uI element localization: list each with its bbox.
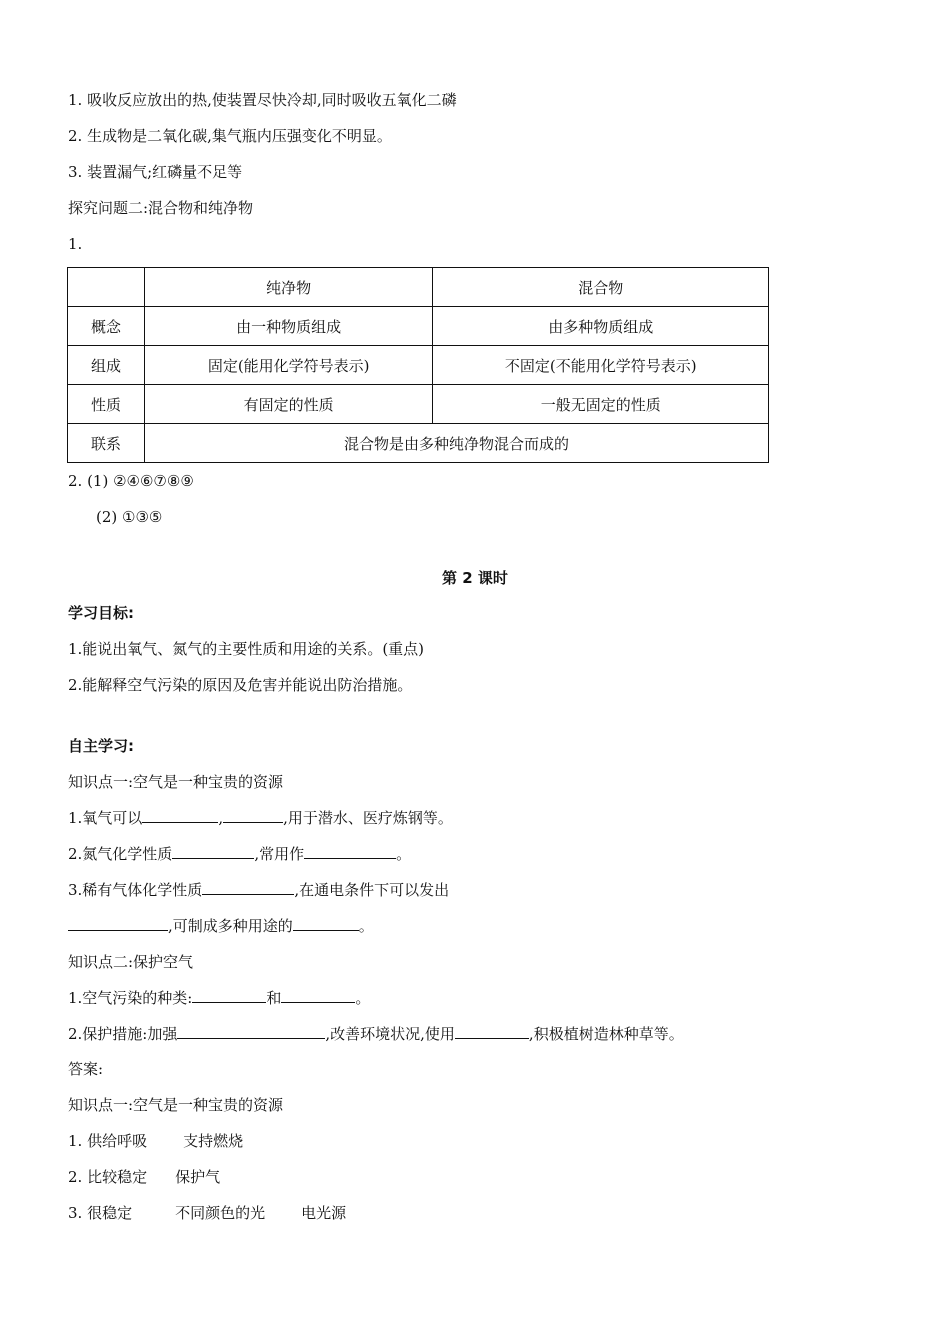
answer-kp1-3 (68, 1203, 346, 1223)
self-study-heading: 自主学习: (68, 737, 134, 755)
answer-blank[interactable] (281, 988, 355, 1003)
table-header-mixture: 混合物 (433, 268, 769, 307)
table-row (68, 385, 769, 424)
row-label: 概念 (68, 307, 145, 346)
q1-text-a: 1.氧气可以 (68, 809, 143, 827)
table-header-row (68, 268, 769, 307)
pure-cell: 有固定的性质 (144, 385, 433, 424)
q4-text-a: 1.空气污染的种类: (68, 989, 193, 1007)
objectives-heading: 学习目标: (68, 604, 134, 622)
q3-text-b: ,在通电条件下可以发出 (294, 881, 450, 899)
table-row (68, 307, 769, 346)
q3b-text-b: 。 (358, 917, 374, 935)
answer-blank[interactable] (172, 844, 254, 859)
answer-line-3: 3. 装置漏气;红磷量不足等 (68, 163, 243, 181)
q4-text-c: 。 (355, 989, 371, 1007)
q5-text-a: 2.保护措施:加强 (68, 1025, 178, 1043)
row-label: 组成 (68, 346, 145, 385)
answer-text: 1. 供给呼吸 (68, 1132, 148, 1150)
q5-text-b: ,改善环境状况,使用 (325, 1025, 455, 1043)
knowledge-point-2-title: 知识点二:保护空气 (68, 953, 194, 971)
answer-blank[interactable] (68, 916, 168, 931)
question-4 (68, 988, 370, 1008)
question-2 (68, 844, 411, 864)
item-2-part-2: (2) ①③⑤ (96, 508, 163, 526)
lesson-title: 第 2 课时 (442, 569, 508, 587)
section-title: 探究问题二:混合物和纯净物 (68, 199, 254, 217)
q2-text-a: 2.氮气化学性质 (68, 845, 173, 863)
table-row-relation (68, 424, 769, 463)
mixture-cell: 一般无固定的性质 (433, 385, 769, 424)
answer-kp1-1 (68, 1131, 243, 1151)
objective-2: 2.能解释空气污染的原因及危害并能说出防治措施。 (68, 676, 413, 694)
answer-blank[interactable] (142, 808, 218, 823)
item-1-label: 1. (68, 235, 83, 253)
table-row (68, 346, 769, 385)
knowledge-point-1-title: 知识点一:空气是一种宝贵的资源 (68, 773, 284, 791)
answer-blank[interactable] (304, 844, 396, 859)
answer-text: 3. 很稳定 (68, 1204, 133, 1222)
q2-text-c: 。 (396, 845, 412, 863)
answer-line-2: 2. 生成物是二氧化碳,集气瓶内压强变化不明显。 (68, 127, 392, 145)
pure-cell: 由一种物质组成 (144, 307, 433, 346)
answers-heading: 答案: (68, 1060, 104, 1078)
question-5 (68, 1024, 684, 1044)
q1-text-c: ,用于潜水、医疗炼钢等。 (283, 809, 453, 827)
answer-kp1-2 (68, 1167, 220, 1187)
q3b-text-a: ,可制成多种用途的 (168, 917, 293, 935)
answer-blank[interactable] (455, 1024, 529, 1039)
answer-blank[interactable] (223, 808, 283, 823)
q2-text-b: ,常用作 (254, 845, 305, 863)
comparison-table (67, 267, 769, 463)
q4-text-b: 和 (266, 989, 282, 1007)
answer-text: 2. 比较稳定 (68, 1168, 148, 1186)
mixture-cell: 由多种物质组成 (433, 307, 769, 346)
answer-line-1: 1. 吸收反应放出的热,使装置尽快冷却,同时吸收五氧化二磷 (68, 91, 457, 109)
table-header-empty (68, 268, 145, 307)
answer-text: 电光源 (301, 1204, 347, 1222)
relation-cell: 混合物是由多种纯净物混合而成的 (144, 424, 768, 463)
table-header-pure: 纯净物 (144, 268, 433, 307)
answer-blank[interactable] (293, 916, 359, 931)
pure-cell: 固定(能用化学符号表示) (144, 346, 433, 385)
q3-text-a: 3.稀有气体化学性质 (68, 881, 203, 899)
q5-text-c: ,积极植树造林种草等。 (528, 1025, 684, 1043)
item-2-part-1: 2. (1) ②④⑥⑦⑧⑨ (68, 472, 194, 490)
answer-blank[interactable] (202, 880, 294, 895)
answer-text: 支持燃烧 (183, 1132, 244, 1150)
answer-blank[interactable] (177, 1024, 325, 1039)
answer-blank[interactable] (192, 988, 266, 1003)
question-3-continued (68, 916, 374, 936)
question-1 (68, 808, 453, 828)
row-label: 性质 (68, 385, 145, 424)
mixture-cell: 不固定(不能用化学符号表示) (433, 346, 769, 385)
answer-text: 不同颜色的光 (175, 1204, 266, 1222)
row-label: 联系 (68, 424, 145, 463)
q1-text-b: , (218, 809, 224, 827)
objective-1: 1.能说出氧气、氮气的主要性质和用途的关系。(重点) (68, 640, 425, 658)
answers-kp1-title: 知识点一:空气是一种宝贵的资源 (68, 1096, 284, 1114)
question-3 (68, 880, 449, 900)
answer-text: 保护气 (175, 1168, 221, 1186)
